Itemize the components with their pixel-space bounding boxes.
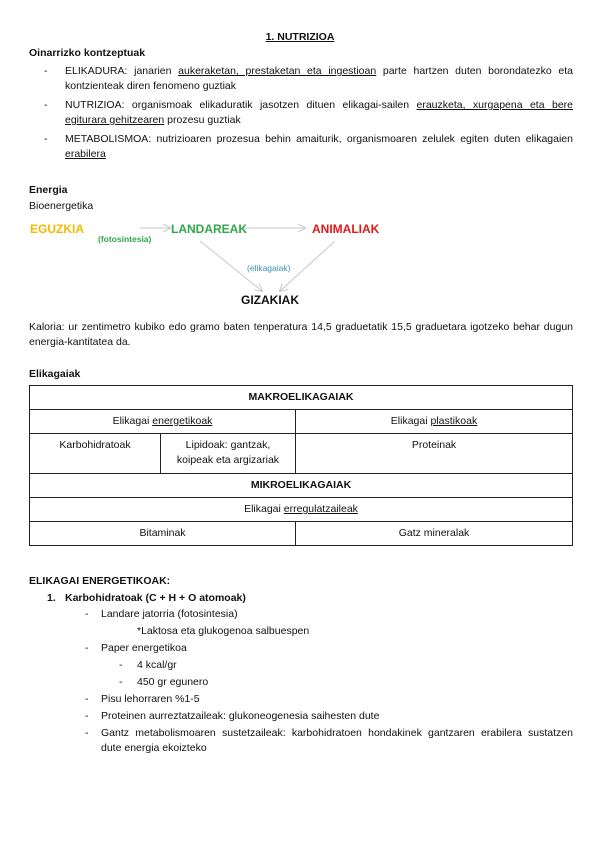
plastiko-cell: Elikagai plastikoak <box>296 410 573 434</box>
concept-text: METABOLISMOA: nutrizioaren prozesua behin amaiturik, organismoaren zelulek egiten duten elikagaien erabilera <box>65 133 573 161</box>
karbo-cell: Karbohidratoak <box>30 434 161 474</box>
lipido-cell: Lipidoak: gantzak, koipeak eta argizariak <box>161 434 296 474</box>
page-title: 1. NUTRIZIOA <box>265 31 335 43</box>
bitaminak-cell: Bitaminak <box>30 522 296 546</box>
concept-text: ELIKADURA: janarien aukeraketan, prestaketan eta ingestioan parte hartzen duten borondatezko eta kontzienteak diren fenomeno guztiak <box>65 65 574 93</box>
label-eguzkia: EGUZKIA <box>30 222 84 236</box>
sub-item: Gantz metabolismoaren sustetzaileak: karbohidratoen hondakinek gantzaren erabilera sustatzen dute energia ekoizteko <box>101 727 573 755</box>
proteinak-cell: Proteinak <box>296 434 573 474</box>
concept-text: NUTRIZIOA: organismoak elikaduratik jasotzen dituen elikagai-sailen erauzketa, xurgapena eta bere egiturara gehitzearen prozesu guztiak <box>65 99 573 127</box>
bullet-dash: - <box>44 133 48 145</box>
label-elikagaiak: (elikagaiak) <box>247 263 291 273</box>
bullet-dash: - <box>85 693 89 705</box>
bullet-dash: - <box>85 642 89 654</box>
bullet-dash: - <box>85 608 89 620</box>
bullet-dash: - <box>44 65 48 77</box>
label-gizakiak: GIZAKIAK <box>241 293 299 307</box>
erregulatzaile-cell: Elikagai erregulatzaileak <box>30 498 573 522</box>
concepts-heading: Oinarrizko kontzeptuak <box>29 47 146 59</box>
bullet-dash: - <box>85 727 89 739</box>
list-number: 1. <box>47 592 56 604</box>
sub-sub-item: 450 gr egunero <box>137 676 209 688</box>
kaloria-definition: Kaloria: ur zentimetro kubiko edo gramo baten tenperatura 14,5 graduetatik 15,5 graduetara igotzeko behar dugun energia-kantitatea da. <box>29 321 573 349</box>
energy-subheading: Bioenergetika <box>29 200 94 212</box>
elikagaiak-heading: Elikagaiak <box>29 368 81 380</box>
sub-sub-item: 4 kcal/gr <box>137 659 177 671</box>
bullet-dash: - <box>119 676 123 688</box>
elikagaiak-table <box>29 385 573 546</box>
energy-heading: Energia <box>29 184 68 196</box>
karbohidratoak-item: Karbohidratoak (C + H + O atomoak) <box>65 592 246 604</box>
gatz-cell: Gatz mineralak <box>296 522 573 546</box>
sub-item: Proteinen aurreztatzaileak: glukoneogenesia saihesten dute <box>101 710 380 722</box>
bullet-dash: - <box>119 659 123 671</box>
energetikoak-heading: ELIKAGAI ENERGETIKOAK: <box>29 575 171 587</box>
mikro-header: MIKROELIKAGAIAK <box>30 474 573 498</box>
bullet-dash: - <box>44 99 48 111</box>
sub-note: *Laktosa eta glukogenoa salbuespen <box>137 625 310 637</box>
label-landareak: LANDAREAK <box>171 222 247 236</box>
bioenergetics-arrows <box>0 215 600 310</box>
label-fotosintesia: (fotosintesia) <box>98 234 152 244</box>
makro-header: MAKROELIKAGAIAK <box>30 386 573 410</box>
label-animaliak: ANIMALIAK <box>312 222 380 236</box>
energetiko-cell: Elikagai energetikoak <box>30 410 296 434</box>
sub-item: Paper energetikoa <box>101 642 187 654</box>
sub-item: Landare jatorria (fotosintesia) <box>101 608 238 620</box>
sub-item: Pisu lehorraren %1-5 <box>101 693 200 705</box>
bullet-dash: - <box>85 710 89 722</box>
